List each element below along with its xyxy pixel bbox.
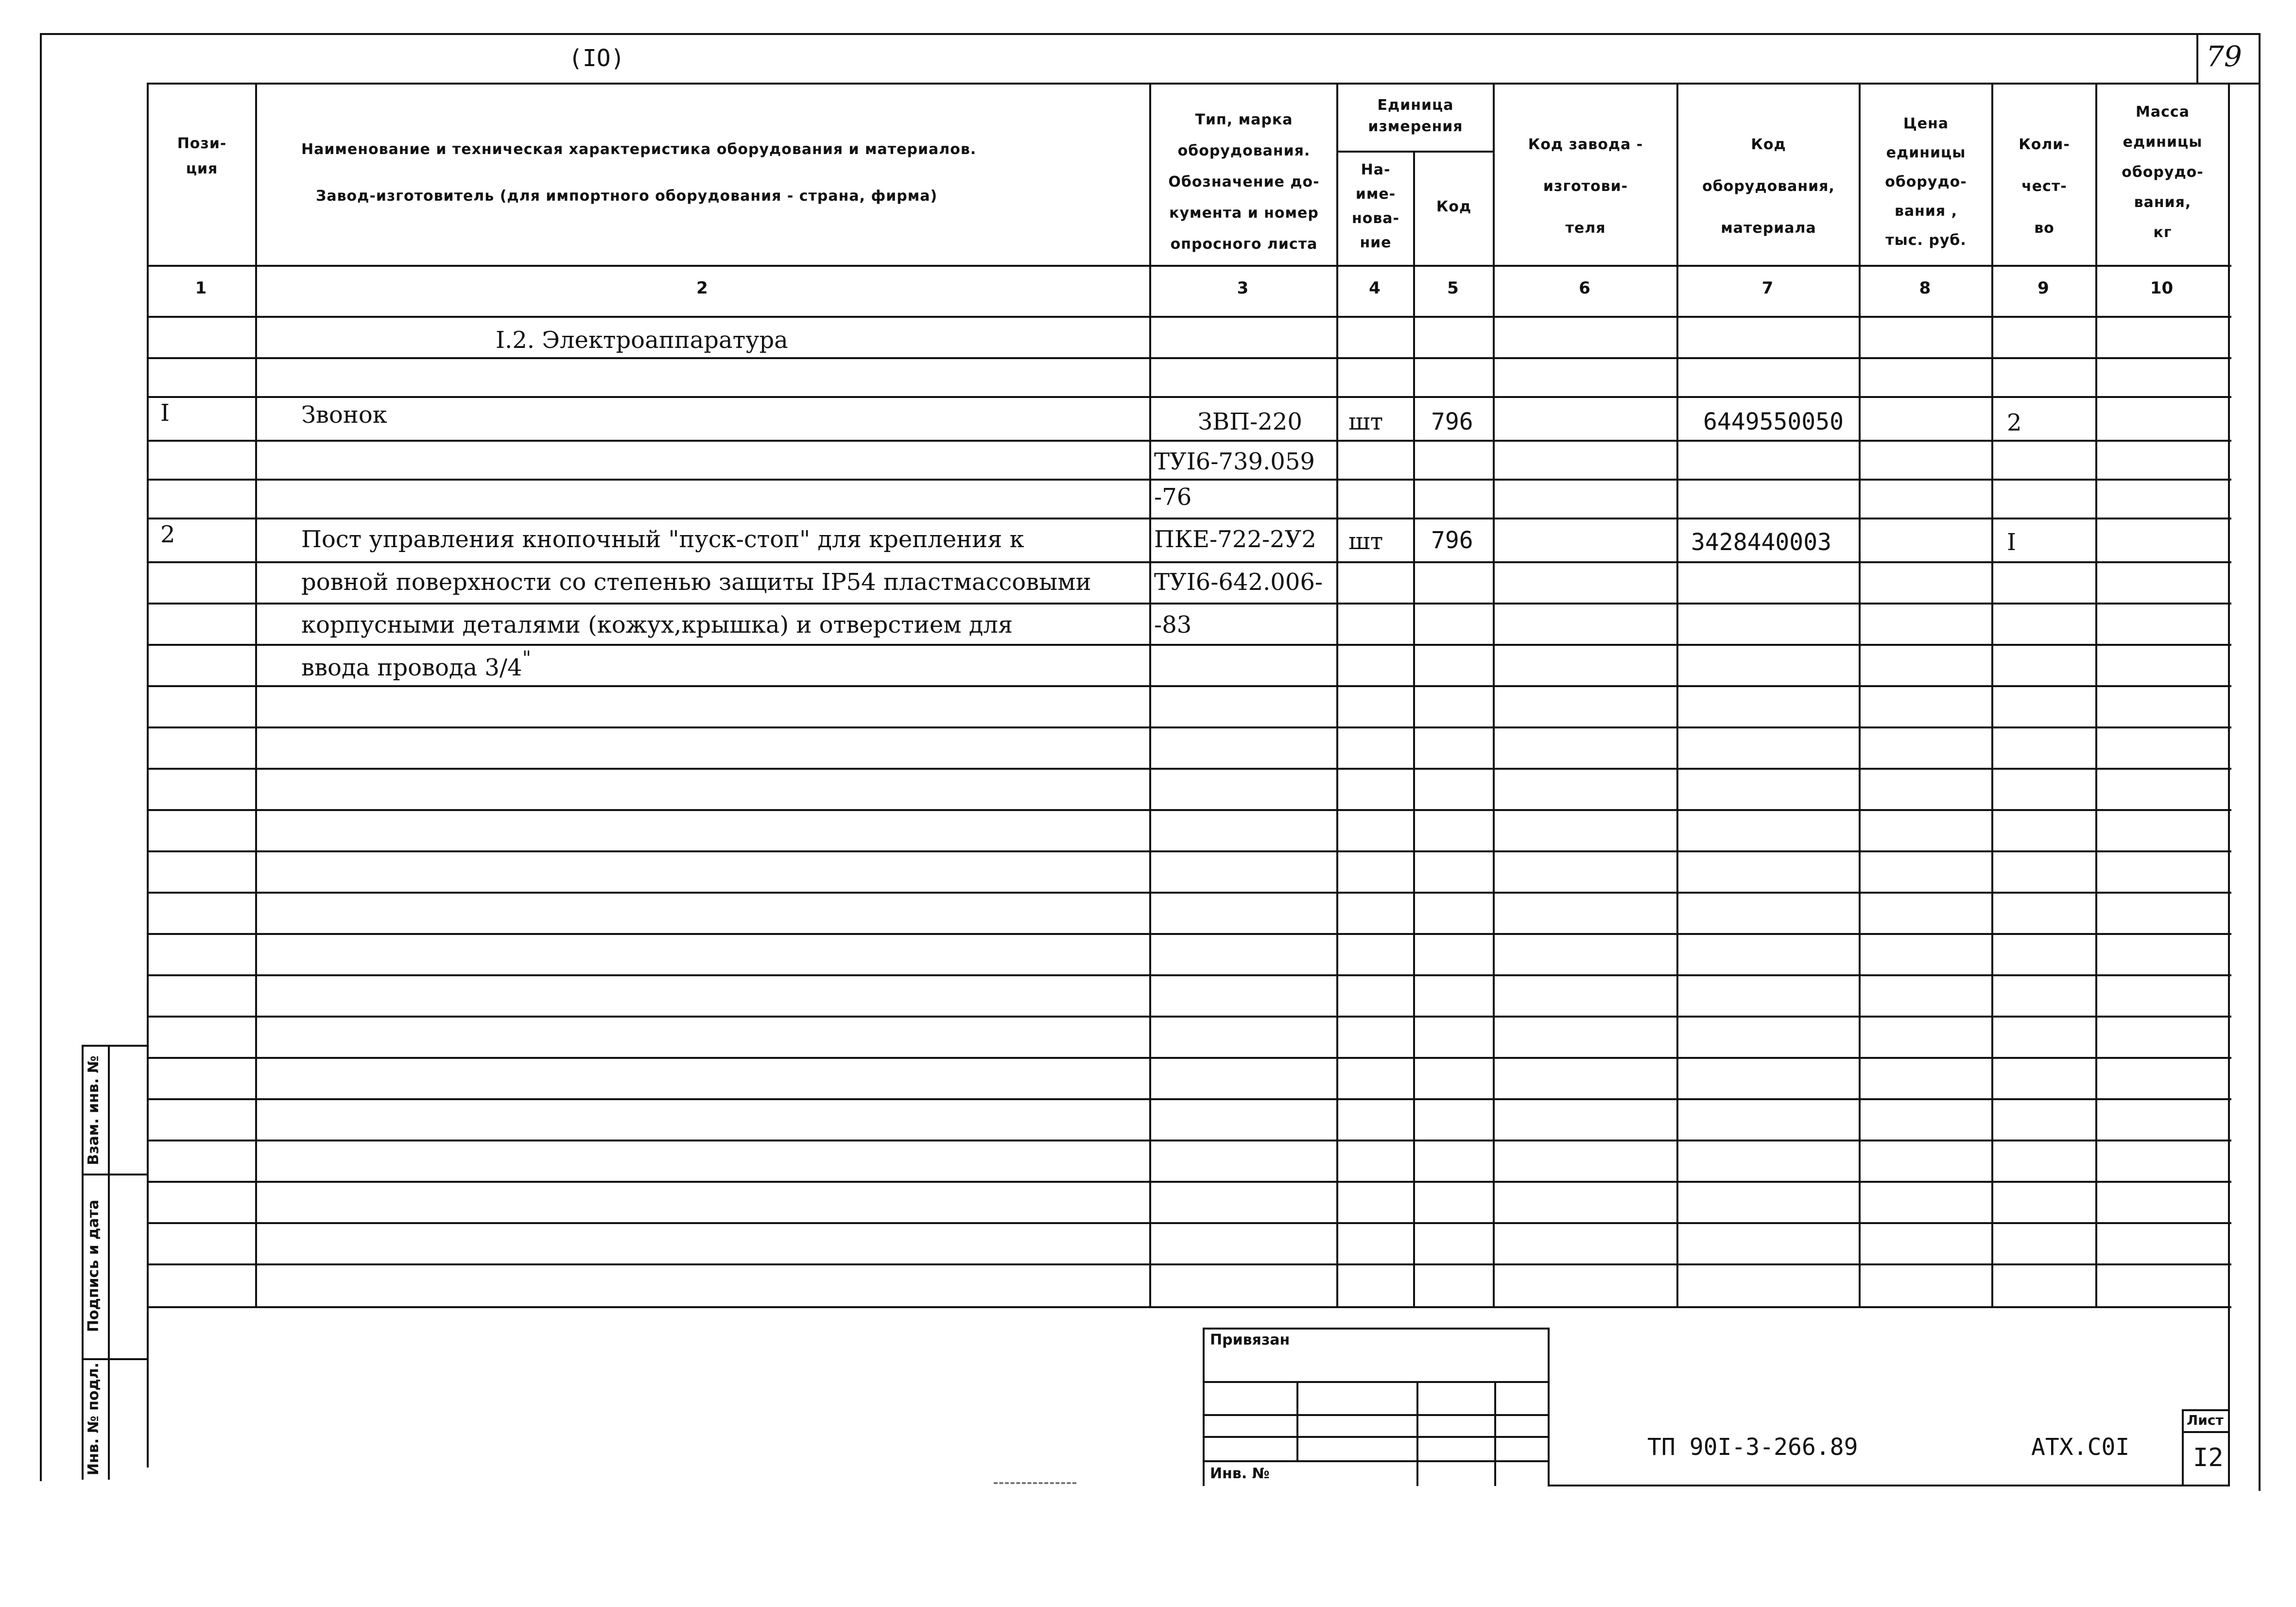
item-type-line: -76 [1154, 484, 1192, 511]
header-position-line: Пози- [177, 135, 227, 152]
column-number: 10 [2150, 278, 2174, 298]
column-number: 9 [2037, 278, 2049, 298]
item-equipment-code: 6449550050 [1703, 408, 1844, 435]
frame-right [2259, 33, 2261, 1491]
sheet-number: I2 [2193, 1443, 2224, 1472]
header-unit-name-line: име- [1355, 186, 1396, 203]
frame-left [40, 33, 42, 1481]
header-unit-group [1338, 95, 1493, 138]
header-quantity-line: чест- [2021, 178, 2067, 195]
col-line-5 [1493, 83, 1495, 1308]
doc-mark: АТХ.С0I [2031, 1434, 2130, 1461]
column-number: 4 [1369, 278, 1381, 298]
header-price-line: тыс. руб. [1885, 232, 1967, 249]
header-factory-line: Код завода - [1528, 136, 1643, 153]
sheet-label: Лист [2187, 1412, 2224, 1428]
header-equipment-line: Код [1751, 136, 1786, 153]
column-number: 6 [1579, 278, 1590, 298]
header-mass-line: вания, [2134, 194, 2192, 211]
unit-group-divider [1336, 151, 1493, 153]
header-quantity-line: во [2034, 220, 2054, 237]
header-unit-line: измерения [1368, 118, 1463, 135]
col-line-6 [1676, 83, 1678, 1308]
side-strip-left [82, 1045, 84, 1480]
item-position: I [160, 399, 170, 427]
header-name-line: Наименование и техническая характеристика оборудования и материалов. [301, 141, 977, 158]
side-label-swap-inv: Взам. инв. № [85, 1055, 102, 1165]
corner-box-left [2196, 33, 2198, 84]
page-number: (IO) [569, 45, 625, 72]
header-factory-line: изготови- [1543, 178, 1628, 195]
header-unit-code: Код [1436, 198, 1472, 215]
col-line-1 [255, 83, 257, 1308]
header-position [149, 131, 255, 182]
header-price-line: Цена [1903, 115, 1949, 132]
col-line-3 [1336, 83, 1338, 1308]
item-equipment-code: 3428440003 [1691, 529, 1831, 556]
header-unit-line: Единица [1377, 97, 1454, 114]
column-number: 8 [1919, 278, 1931, 298]
scan-dash-mark [994, 1482, 1076, 1484]
column-number: 3 [1237, 278, 1249, 298]
header-equipment-line: материала [1721, 220, 1816, 237]
col-line-9 [2095, 83, 2097, 1308]
column-number: 1 [195, 278, 207, 298]
attached-top [1203, 1328, 1548, 1330]
header-type-line: опросного листа [1170, 236, 1318, 253]
header-equipment-code [1678, 124, 1859, 249]
item-unit-code: 796 [1431, 527, 1473, 554]
item-unit: шт [1348, 408, 1383, 435]
item-name-line: Звонок [301, 401, 387, 429]
side-strip-right [108, 1045, 110, 1480]
stamp-bottom [1548, 1485, 2230, 1486]
header-type-line: оборудования. [1177, 142, 1311, 159]
column-number: 2 [696, 278, 708, 298]
header-mass-line: оборудо- [2122, 164, 2204, 181]
sheet-box-top [2182, 1409, 2230, 1411]
item-type-line: ТУI6-739.059 [1154, 448, 1315, 475]
stamp-inv-label: Инв. № [1210, 1465, 1270, 1482]
stamp-attached-label: Привязан [1210, 1331, 1290, 1348]
header-position-line: ция [186, 160, 218, 177]
item-type-line: -83 [1154, 611, 1192, 639]
frame-top [40, 33, 2261, 35]
stamp-top-line [147, 1306, 2231, 1308]
side-label-inv-orig: Инв. № подл. [85, 1362, 102, 1476]
header-unit-name-line: На- [1361, 161, 1391, 178]
header-factory-code [1495, 124, 1676, 249]
item-type-line: ЗВП-220 [1198, 408, 1302, 435]
sheet-box-div [2182, 1431, 2230, 1433]
header-price-line: единицы [1886, 144, 1966, 161]
section-title: I.2. Электроаппаратура [496, 327, 788, 354]
item-unit-code: 796 [1431, 408, 1473, 435]
table-top [147, 83, 2198, 85]
doc-code: ТП 90I-3-266.89 [1647, 1434, 1858, 1461]
attached-right [1548, 1328, 1550, 1486]
sheet-corner-number: 79 [2206, 40, 2242, 73]
header-type-line: Обозначение до- [1168, 173, 1320, 190]
header-mass-line: единицы [2123, 134, 2203, 151]
item-quantity: I [2007, 529, 2016, 556]
header-price [1861, 109, 1991, 255]
header-unit-name-line: ние [1360, 234, 1392, 251]
col-line-8 [1991, 83, 1993, 1308]
header-mass [2097, 97, 2228, 248]
header-type [1152, 104, 1336, 260]
colnum-bottom [147, 316, 2231, 318]
stamp-right-outer [2228, 1306, 2230, 1486]
header-bottom [147, 265, 2231, 267]
header-unit-name-line: нова- [1351, 210, 1400, 227]
header-mass-line: кг [2153, 224, 2172, 241]
col-line-4 [1413, 151, 1415, 1308]
header-name [258, 126, 1016, 220]
item-name-text: ввода провода 3/4 [301, 654, 522, 681]
col-line-2 [1149, 83, 1151, 1308]
col-line-7 [1859, 83, 1861, 1308]
header-type-line: Тип, марка [1195, 111, 1293, 128]
header-unit-name [1338, 158, 1413, 255]
item-name-line: корпусными деталями (кожух,крышка) и отверстием для [301, 611, 1013, 639]
item-type-line: ПКЕ-722-2У2 [1154, 526, 1316, 553]
item-name-line [301, 647, 531, 681]
sheet-box-left [2182, 1409, 2184, 1486]
side-label-sign-date: Подпись и дата [85, 1199, 102, 1332]
attached-left [1203, 1328, 1205, 1486]
item-position: 2 [160, 521, 175, 548]
item-type-line: ТУI6-642.006- [1154, 569, 1323, 596]
header-name-line: Завод-изготовитель (для импортного оборудования - страна, фирма) [316, 188, 938, 205]
item-name-line: ровной поверхности со степенью защиты IP54 пластмассовыми [301, 569, 1091, 596]
column-number: 5 [1447, 278, 1459, 298]
item-name-line: Пост управления кнопочный "пуск-стоп" для крепления к [301, 526, 1024, 553]
header-equipment-line: оборудования, [1702, 178, 1835, 195]
header-factory-line: теля [1565, 220, 1606, 237]
header-price-line: вания , [1894, 203, 1958, 220]
item-quantity: 2 [2007, 409, 2022, 436]
column-number: 7 [1761, 278, 1774, 298]
col-line-10 [2228, 83, 2230, 1307]
header-quantity-line: Коли- [2019, 136, 2070, 153]
item-unit: шт [1348, 528, 1383, 555]
header-mass-line: Масса [2136, 104, 2190, 121]
header-quantity [1993, 124, 2095, 249]
header-type-line: кумента и номер [1169, 205, 1319, 222]
header-price-line: оборудо- [1885, 173, 1967, 190]
inch-mark: " [522, 647, 531, 670]
